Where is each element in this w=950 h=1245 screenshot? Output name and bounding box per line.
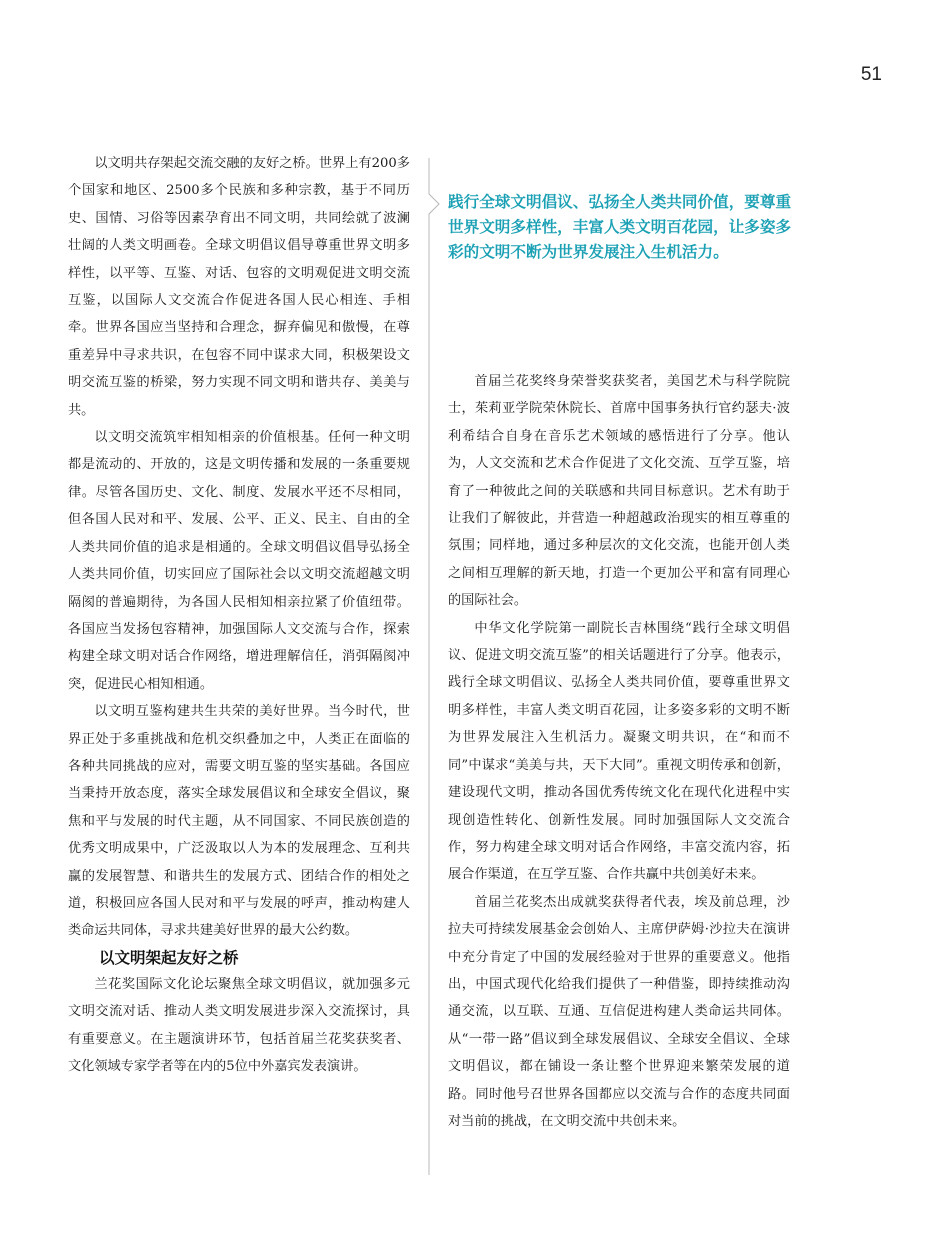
- body-paragraph: 首届兰花奖杰出成就奖获得者代表，埃及前总理，沙拉夫可持续发展基金会创始人、主席伊萨姆·沙拉夫在演讲中充分肯定了中国的发展经验对于世界的重要意义。他指出，中国式现代化给我们提供了一种借鉴，即持续推动沟通交流，以互联、互通、互信促进构建人类命运共同体。从“一带一路”倡议到全球发展倡议、全球安全倡议、全球文明倡议，都在铺设一条让整个世界迎来繁荣发展的道路。同时他号召世界各国都应以交流与合作的态度共同面对当前的挑战，在文明交流中共创未来。: [448, 894, 790, 1129]
- body-paragraph: 以文明互鉴构建共生共荣的美好世界。当今时代，世界正处于多重挑战和危机交织叠加之中，人类正在面临的各种共同挑战的应对，需要文明互鉴的坚实基础。各国应当秉持开放态度，落实全球发展倡议和全球安全倡议，聚焦和平与发展的时代主题，从不同国家、不同民族创造的优秀文明成果中，广泛汲取以人为本的发展理念、互利共赢的发展智慧、和谐共生的发展方式、团结合作的相处之道，积极回应各国人民对和平与发展的呼声，推动构建人类命运共同体，寻求共建美好世界的最大公约数。: [68, 704, 410, 939]
- page-number: 51: [860, 64, 882, 85]
- left-column: [68, 150, 410, 1080]
- divider-line: [429, 158, 439, 1175]
- section-heading: 以文明架起友好之桥: [99, 948, 239, 967]
- body-paragraph: 以文明交流筑牢相知相亲的价值根基。任何一种文明都是流动的、开放的，这是文明传播和发展的一条重要规律。尽管各国历史、文化、制度、发展水平还不尽相同，但各国人民对和平、发展、公平、正义、民主、自由的全人类共同价值的追求是相通的。全球文明倡议倡导弘扬全人类共同价值，切实回应了国际社会以文明交流超越文明隔阂的普遍期待，为各国人民相知相亲拉紧了价值纽带。各国应当发扬包容精神，加强国际人文交流与合作，探索构建全球文明对话合作网络，增进理解信任，消弭隔阂冲突，促进民心相知相通。: [68, 430, 410, 692]
- body-paragraph: 首届兰花奖终身荣誉奖获奖者，美国艺术与科学院院士，茱莉亚学院荣休院长、首席中国事务执行官约瑟夫·波利希结合自身在音乐艺术领域的感悟进行了分享。他认为，人文交流和艺术合作促进了文化交流、互学互鉴，培育了一种彼此之间的关联感和共同目标意识。艺术有助于让我们了解彼此，并营造一种超越政治现实的相互尊重的氛围；同样地，通过多种层次的文化交流，也能开创人类之间相互理解的新天地，打造一个更加公平和富有同理心的国际社会。: [448, 374, 790, 609]
- column-divider: [428, 158, 442, 1175]
- right-column: [448, 368, 790, 1135]
- body-paragraph: 以文明共存架起交流交融的友好之桥。世界上有200多个国家和地区、2500多个民族和多种宗教，基于不同历史、国情、习俗等因素孕育出不同文明，共同绘就了波澜壮阔的人类文明画卷。全球文明倡议倡导尊重世界文明多样性，以平等、互鉴、对话、包容的文明观促进文明交流互鉴，以国际人文交流合作促进各国人民心相连、手相牵。世界各国应当坚持和合理念，摒弃偏见和傲慢，在尊重差异中寻求共识，在包容不同中谋求大同，积极架设文明交流互鉴的桥梁，努力实现不同文明和谐共存、美美与共。: [68, 156, 410, 418]
- body-paragraph: 中华文化学院第一副院长吉林围绕“践行全球文明倡议、促进文明交流互鉴”的相关话题进行了分享。他表示，践行全球文明倡议、弘扬全人类共同价值，要尊重世界文明多样性，丰富人类文明百花园，让多姿多彩的文明不断为世界发展注入生机活力。凝聚文明共识，在“和而不同”中谋求“美美与共，天下大同”。重视文明传承和创新，建设现代文明，推动各国优秀传统文化在现代化进程中实现创造性转化、创新性发展。同时加强国际人文交流合作，努力构建全球文明对话合作网络，丰富交流内容，拓展合作渠道，在互学互鉴、合作共赢中共创美好未来。: [448, 620, 790, 883]
- pullquote: 践行全球文明倡议、弘扬全人类共同价值，要尊重世界文明多样性，丰富人类文明百花园，让多姿多彩的文明不断为世界发展注入生机活力。: [448, 193, 792, 261]
- body-paragraph: 兰花奖国际文化论坛聚焦全球文明倡议，就加强多元文明交流对话、推动人类文明发展进步深入交流探讨，具有重要意义。在主题演讲环节，包括首届兰花奖获奖者、文化领域专家学者等在内的5位中外嘉宾发表演讲。: [68, 976, 410, 1074]
